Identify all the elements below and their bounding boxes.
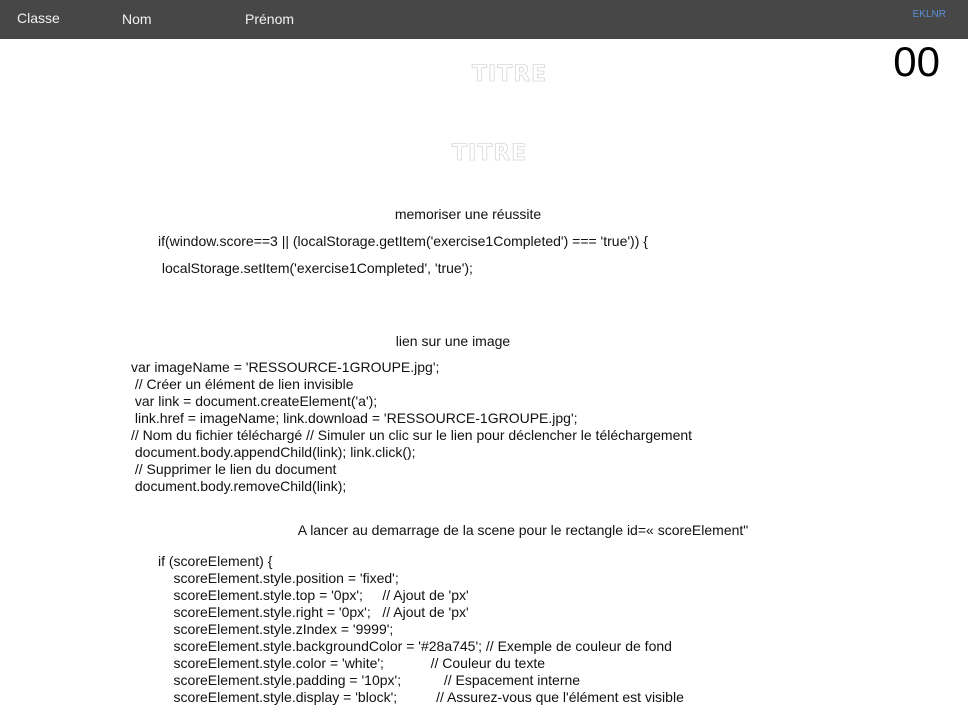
nom-field[interactable]: Nom bbox=[122, 11, 152, 27]
section3-line: scoreElement.style.right = '0px'; // Ajout de 'px' bbox=[158, 604, 469, 620]
prenom-field[interactable]: Prénom bbox=[245, 11, 295, 27]
section2-line: var imageName = 'RESSOURCE-1GROUPE.jpg'; bbox=[131, 359, 440, 375]
top-bar bbox=[0, 0, 968, 39]
section3-line: scoreElement.style.display = 'block'; // Assurez-vous que l'élément est visible bbox=[158, 689, 684, 705]
section2-line: var link = document.createElement('a'); bbox=[131, 393, 378, 409]
section2-line: // Créer un élément de lien invisible bbox=[131, 376, 354, 392]
section2-line: // Nom du fichier téléchargé // Simuler un clic sur le lien pour déclencher le téléchargement bbox=[131, 427, 693, 443]
section2-line: document.body.appendChild(link); link.click(); bbox=[131, 444, 416, 460]
section3-line: scoreElement.style.position = 'fixed'; bbox=[158, 570, 399, 586]
section3-line: scoreElement.style.top = '0px'; // Ajout de 'px' bbox=[158, 587, 469, 603]
section1-line: localStorage.setItem('exercise1Completed', 'true'); bbox=[158, 260, 473, 276]
section1-heading: memoriser une réussite bbox=[394, 206, 542, 222]
section3-line: scoreElement.style.zIndex = '9999'; bbox=[158, 621, 394, 637]
title-2: TITRE bbox=[452, 141, 528, 166]
section1-line: if(window.score==3 || (localStorage.getItem('exercise1Completed') === 'true')) { bbox=[158, 233, 648, 249]
section3-line: scoreElement.style.padding = '10px'; // Espacement interne bbox=[158, 672, 581, 688]
section3-line: if (scoreElement) { bbox=[158, 553, 273, 569]
section3-line: scoreElement.style.color = 'white'; // Couleur du texte bbox=[158, 655, 546, 671]
section3-heading: A lancer au demarrage de la scene pour le rectangle id=« scoreElement" bbox=[297, 522, 749, 538]
section2-line: document.body.removeChild(link); bbox=[131, 478, 347, 494]
section2-line: // Supprimer le lien du document bbox=[131, 461, 337, 477]
title-1: TITRE bbox=[472, 62, 548, 87]
section2-heading: lien sur une image bbox=[395, 333, 511, 349]
section3-line: scoreElement.style.backgroundColor = '#28a745'; // Exemple de couleur de fond bbox=[158, 638, 672, 654]
section2-line: link.href = imageName; link.download = 'RESSOURCE-1GROUPE.jpg'; bbox=[131, 410, 578, 426]
eklnr-link[interactable]: EKLNR bbox=[912, 9, 946, 20]
classe-field[interactable]: Classe bbox=[17, 10, 60, 26]
score-display: 00 bbox=[893, 38, 940, 85]
